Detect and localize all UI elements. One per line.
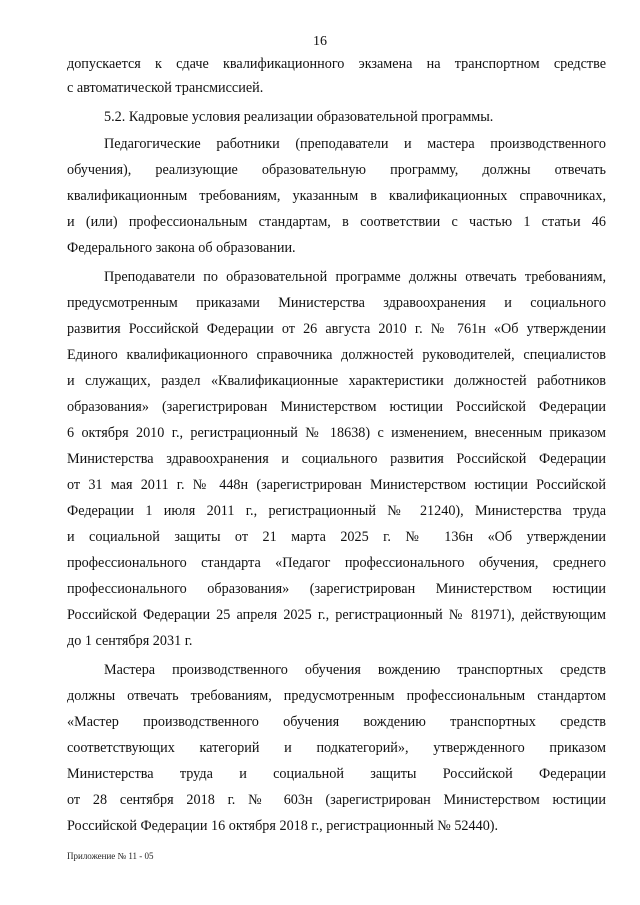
text-line: Российской Федерации 16 октября 2018 г., регистрационный № 52440). <box>67 818 499 834</box>
text-line: от 28 сентября 2018 г. № 603н (зарегистрирован Министерством юстиции <box>67 792 606 808</box>
text-line: допускается к сдаче квалификационного экзамена на транспортном средстве <box>67 56 606 72</box>
text-line: развития Российской Федерации от 26 августа 2010 г. № 761н «Об утверждении <box>67 321 606 337</box>
text-line: Российской Федерации 25 апреля 2025 г., регистрационный № 81971), действующим <box>67 607 606 623</box>
text-line: образования» (зарегистрирован Министерством юстиции Российской Федерации <box>67 399 606 415</box>
footer-note: Приложение № 11 - 05 <box>67 851 154 861</box>
text-line: до 1 сентября 2031 г. <box>67 633 193 649</box>
text-line: соответствующих категорий и подкатегорий», утвержденного приказом <box>67 740 606 756</box>
text-line: квалификационным требованиям, указанным в квалификационных справочниках, <box>67 188 606 204</box>
page-number: 16 <box>313 34 327 49</box>
text-line: Единого квалификационного справочника должностей руководителей, специалистов <box>67 347 606 363</box>
text-line: от 31 мая 2011 г. № 448н (зарегистрирован Министерством юстиции Российской <box>67 477 606 493</box>
text-line: Министерства труда и социальной защиты Российской Федерации <box>67 766 606 782</box>
text-line: предусмотренным приказами Министерства здравоохранения и социального <box>67 295 606 311</box>
text-line: Федерации 1 июля 2011 г., регистрационный № 21240), Министерства труда <box>67 503 606 519</box>
text-line: обучения), реализующие образовательную программу, должны отвечать <box>67 162 606 178</box>
section-heading: 5.2. Кадровые условия реализации образовательной программы. <box>104 109 494 125</box>
text-line: должны отвечать требованиям, предусмотренным профессиональным стандартом <box>67 688 606 704</box>
text-line: и служащих, раздел «Квалификационные характеристики должностей работников <box>67 373 606 389</box>
text-line: с автоматической трансмиссией. <box>67 80 264 96</box>
text-line: Министерства здравоохранения и социального развития Российской Федерации <box>67 451 606 467</box>
text-line: Преподаватели по образовательной программе должны отвечать требованиям, <box>104 269 606 285</box>
text-line: профессионального стандарта «Педагог профессионального обучения, среднего <box>67 555 606 571</box>
text-line: 6 октября 2010 г., регистрационный № 18638) с изменением, внесенным приказом <box>67 425 606 441</box>
text-line: и (или) профессиональным стандартам, в соответствии с частью 1 статьи 46 <box>67 214 606 230</box>
text-line: профессионального образования» (зарегистрирован Министерством юстиции <box>67 581 606 597</box>
text-line: «Мастер производственного обучения вождению транспортных средств <box>67 714 606 730</box>
text-line: Педагогические работники (преподаватели и мастера производственного <box>104 136 606 152</box>
text-line: Федерального закона об образовании. <box>67 240 296 256</box>
text-line: Мастера производственного обучения вождению транспортных средств <box>104 662 606 678</box>
text-line: и социальной защиты от 21 марта 2025 г. № 136н «Об утверждении <box>67 529 606 545</box>
